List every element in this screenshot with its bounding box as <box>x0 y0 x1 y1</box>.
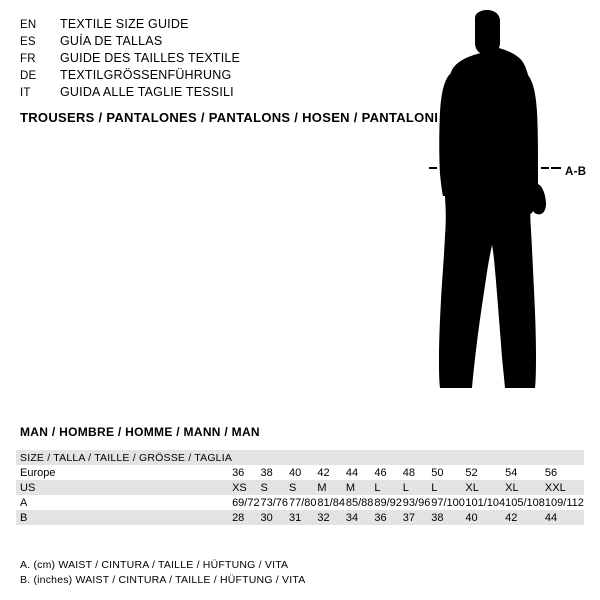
cell <box>317 450 345 465</box>
cell: 30 <box>260 511 273 524</box>
cell: 93/96 <box>402 496 431 509</box>
cell: 101/104 <box>465 496 506 509</box>
cell <box>465 450 505 465</box>
cell: L <box>374 481 381 494</box>
language-code: FR <box>20 53 36 65</box>
language-code: IT <box>20 87 31 99</box>
measure-label-ab: A-B <box>565 166 587 178</box>
cell <box>261 450 289 465</box>
cell: S <box>288 481 297 494</box>
cell: 85/88 <box>345 496 374 509</box>
cell: 40 <box>465 511 478 524</box>
size-table <box>16 450 584 525</box>
cell: 37 <box>402 511 416 524</box>
row-label: US <box>20 481 36 494</box>
cell: 77/80 <box>288 496 317 509</box>
cell: 42 <box>505 511 518 524</box>
gender-heading: MAN / HOMBRE / HOMME / MANN / MAN <box>20 425 260 439</box>
language-title: TEXTILE SIZE GUIDE <box>60 17 189 31</box>
cell: M <box>345 481 356 494</box>
cell: 97/100 <box>431 496 465 509</box>
footnote-b: B. (inches) WAIST / CINTURA / TAILLE / HÜFTUNG / VITA <box>20 574 306 586</box>
cell: S <box>260 481 268 494</box>
footnotes <box>20 558 305 588</box>
cell: 54 <box>505 466 518 479</box>
product-type-heading: TROUSERS / PANTALONES / PANTALONS / HOSEN / PANTALONI <box>20 110 439 125</box>
cell <box>431 450 465 465</box>
cell: XXL <box>544 481 566 494</box>
language-list <box>20 16 360 101</box>
language-row <box>20 16 360 33</box>
row-label: A <box>20 496 28 509</box>
male-silhouette-figure <box>405 10 595 410</box>
row-label: B <box>20 511 28 524</box>
language-code: ES <box>20 36 36 48</box>
cell: 40 <box>288 466 302 479</box>
cell <box>346 450 374 465</box>
language-code: DE <box>20 70 37 82</box>
cell: 105/108 <box>505 496 545 509</box>
cell: 46 <box>374 466 387 479</box>
cell <box>374 450 402 465</box>
cell: 56 <box>544 466 558 479</box>
cell: 34 <box>345 511 359 524</box>
row-label: SIZE / TALLA / TAILLE / GRÖSSE / TAGLIA <box>20 451 233 464</box>
cell: 73/76 <box>260 496 289 509</box>
table-row <box>16 450 584 465</box>
cell <box>505 450 545 465</box>
language-row <box>20 67 360 84</box>
language-title: TEXTILGRÖSSENFÜHRUNG <box>60 68 232 82</box>
cell: 52 <box>465 466 478 479</box>
language-row <box>20 84 360 101</box>
cell: 36 <box>374 511 387 524</box>
cell: L <box>402 481 409 494</box>
table-row <box>16 480 584 495</box>
table-row <box>16 510 584 525</box>
cell: 32 <box>317 511 330 524</box>
cell <box>403 450 431 465</box>
cell: 89/92 <box>374 496 402 509</box>
row-label: Europe <box>20 466 56 479</box>
table-row <box>16 465 584 480</box>
cell: 69/72 <box>232 496 260 509</box>
cell: M <box>317 481 327 494</box>
table-row <box>16 495 584 510</box>
cell: 44 <box>345 466 359 479</box>
cell <box>545 450 584 465</box>
cell <box>289 450 317 465</box>
cell: 38 <box>431 511 444 524</box>
cell: 38 <box>260 466 273 479</box>
silhouette-icon <box>405 10 595 410</box>
cell: XS <box>232 481 247 494</box>
cell: 109/112 <box>544 496 584 509</box>
cell: 81/84 <box>317 496 345 509</box>
cell: 36 <box>232 466 245 479</box>
cell: 31 <box>288 511 302 524</box>
cell: L <box>431 481 438 494</box>
cell: XL <box>505 481 519 494</box>
language-title: GUÍA DE TALLAS <box>60 34 163 48</box>
language-title: GUIDE DES TAILLES TEXTILE <box>60 51 241 65</box>
cell: XL <box>465 481 479 494</box>
footnote-a: A. (cm) WAIST / CINTURA / TAILLE / HÜFTUNG / VITA <box>20 559 289 571</box>
cell: 48 <box>402 466 416 479</box>
cell: 50 <box>431 466 444 479</box>
cell: 42 <box>317 466 330 479</box>
cell: 28 <box>232 511 245 524</box>
cell <box>232 450 260 465</box>
cell: 44 <box>544 511 558 524</box>
language-row <box>20 33 360 50</box>
language-title: GUIDA ALLE TAGLIE TESSILI <box>60 85 234 99</box>
language-row <box>20 50 360 67</box>
language-code: EN <box>20 19 37 31</box>
